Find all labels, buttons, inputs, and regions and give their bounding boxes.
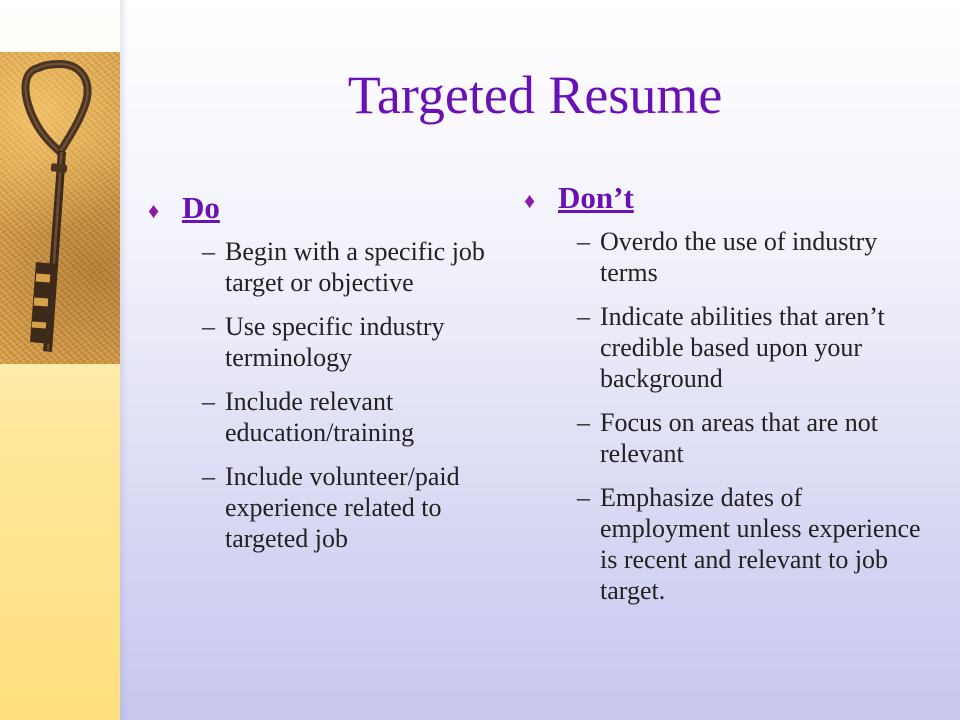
list-item (148, 461, 498, 554)
list-item (524, 482, 924, 606)
dont-list (524, 226, 924, 606)
list-item-text: Include volunteer/paid experience related to targeted job (225, 462, 460, 553)
list-item-text: Overdo the use of industry terms (600, 227, 878, 287)
list-item (148, 311, 498, 373)
dash-bullet: – (577, 302, 590, 331)
dash-bullet: – (202, 387, 215, 416)
dont-heading: Don’t (558, 180, 634, 215)
dash-bullet: – (202, 312, 215, 341)
diamond-bullet-icon: ♦ (524, 188, 536, 213)
dash-bullet: – (202, 237, 215, 266)
list-item-text: Indicate abilities that aren’t credible based upon your background (600, 302, 885, 393)
list-item-text: Begin with a specific job target or objective (225, 237, 485, 297)
list-item-text: Focus on areas that are not relevant (600, 408, 878, 468)
list-item (524, 407, 924, 469)
list-item (524, 226, 924, 288)
do-list (148, 236, 498, 554)
do-heading: Do (182, 190, 220, 225)
dash-bullet: – (577, 483, 590, 512)
list-item-text: Include relevant education/training (225, 387, 415, 447)
list-item (148, 236, 498, 298)
list-item (524, 301, 924, 394)
slide-title: Targeted Resume (347, 65, 723, 125)
list-item (148, 386, 498, 448)
do-column (148, 190, 498, 567)
dont-column (524, 180, 924, 619)
list-item-text: Use specific industry terminology (225, 312, 445, 372)
diamond-bullet-icon: ♦ (148, 198, 160, 223)
dash-bullet: – (202, 462, 215, 491)
dash-bullet: – (577, 227, 590, 256)
list-item-text: Emphasize dates of employment unless experience is recent and relevant to job target. (600, 483, 921, 605)
dash-bullet: – (577, 408, 590, 437)
dont-heading-row (524, 180, 924, 216)
do-heading-row (148, 190, 498, 226)
